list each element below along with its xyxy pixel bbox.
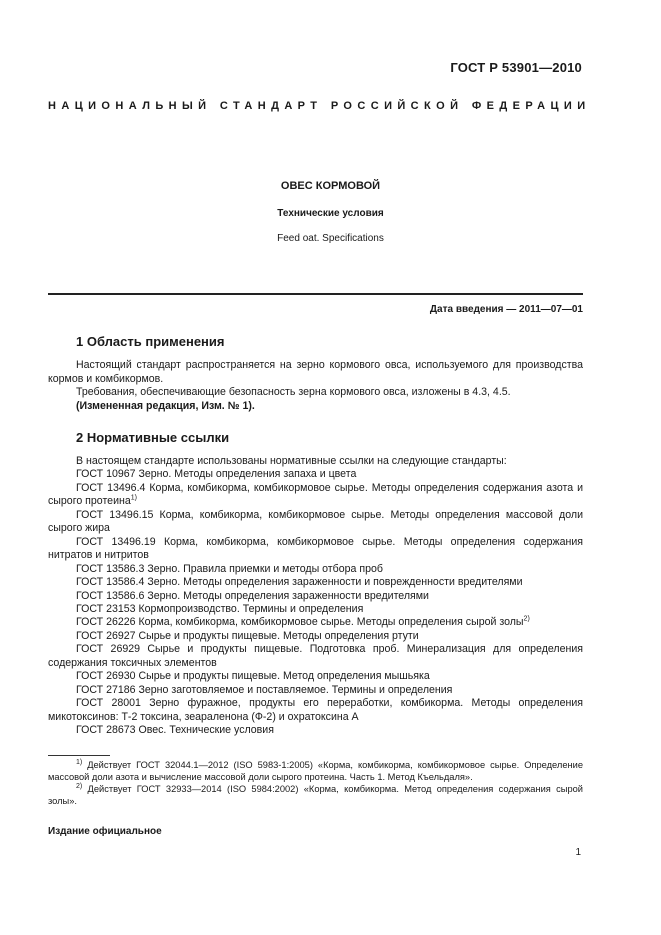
footnote-divider (48, 755, 110, 756)
reference-item: ГОСТ 10967 Зерно. Методы определения запаха и цвета (76, 468, 357, 481)
reference-item: ГОСТ 26929 Сырье и продукты пищевые. Подготовка проб. Минерализация для определения содержания токсичных элементов (48, 643, 583, 669)
section-1-paragraph-2: Требования, обеспечивающие безопасность зерна кормового овса, изложены в 4.3, 4.5. (76, 386, 511, 398)
reference-item: ГОСТ 13496.15 Корма, комбикорма, комбикормовое сырье. Методы определения массовой доли сырого жира (48, 508, 583, 535)
reference-item: ГОСТ 28673 Овес. Технические условия (76, 724, 274, 737)
reference-item: ГОСТ 13496.19 Корма, комбикорма, комбикормовое сырье. Методы определения содержания нитратов и нитритов (48, 535, 583, 562)
page-number: 1 (575, 847, 581, 858)
references-intro: В настоящем стандарте использованы нормативные ссылки на следующие стандарты: (76, 455, 507, 467)
footnote-mark: 1) (130, 494, 137, 502)
footnote-mark: 2) (523, 615, 530, 623)
reference-item: ГОСТ 13496.4 Корма, комбикорма, комбикормовое сырье. Методы определения содержания азота и сырого протеина$^{1)}$ (48, 481, 583, 508)
reference-item: ГОСТ 13586.4 Зерно. Методы определения зараженности и поврежденности вредителями (76, 576, 523, 589)
reference-item: ГОСТ 13586.3 Зерно. Правила приемки и методы отбора проб (76, 562, 383, 575)
english-title: Feed oat. Specifications (277, 233, 384, 244)
document-subtitle: Технические условия (277, 208, 384, 219)
official-edition-label: Издание официальное (48, 826, 162, 837)
reference-item: ГОСТ 26930 Сырье и продукты пищевые. Метод определения мышьяка (76, 670, 430, 683)
section-1-paragraph-1: Настоящий стандарт распространяется на зерно кормового овса, используемого для производства кормов и комбикормов. (48, 359, 583, 385)
header-divider (48, 293, 583, 295)
reference-item: ГОСТ 28001 Зерно фуражное, продукты его переработки, комбикорма. Методы определения микотоксинов: Т-2 токсина, зеараленона (Ф-2) и охратоксина А (48, 697, 583, 723)
reference-item: ГОСТ 26927 Сырье и продукты пищевые. Методы определения ртути (76, 629, 419, 642)
reference-item: ГОСТ 27186 Зерно заготовляемое и поставляемое. Термины и определения (76, 683, 453, 696)
reference-item: ГОСТ 13586.6 Зерно. Методы определения зараженности вредителями (76, 589, 429, 602)
section-2-heading: 2 Нормативные ссылки (76, 430, 230, 445)
section-1-heading: 1 Область применения (76, 334, 225, 349)
section-1-amendment: (Измененная редакция, Изм. № 1). (76, 400, 255, 412)
reference-item: ГОСТ 26226 Корма, комбикорма, комбикормовое сырье. Методы определения сырой золы$^{2)}$ (76, 615, 530, 629)
normative-references (48, 455, 583, 738)
document-title: ОВЕС КОРМОВОЙ (280, 180, 381, 192)
introduction-date: Дата введения — 2011—07—01 (429, 304, 583, 315)
footnote-2: $^{2)}$ Действует ГОСТ 32933—2014 (ISO 5984:2002) «Корма, комбикорма. Метод определения содержания сырой золы». (48, 782, 583, 806)
national-standard-banner: НАЦИОНАЛЬНЫЙ СТАНДАРТ РОССИЙСКОЙ ФЕДЕРАЦИИ (48, 100, 591, 112)
reference-item: ГОСТ 23153 Кормопроизводство. Термины и определения (76, 602, 364, 615)
standard-code: ГОСТ Р 53901—2010 (450, 60, 582, 75)
footnote-1: $^{1)}$ Действует ГОСТ 32044.1—2012 (ISO 5983-1:2005) «Корма, комбикорма, комбикормовое сырье. Определение массовой доли азота и вычисление массовой доли сырого протеина. Часть 1. Метод Къельдаля». (48, 758, 583, 782)
